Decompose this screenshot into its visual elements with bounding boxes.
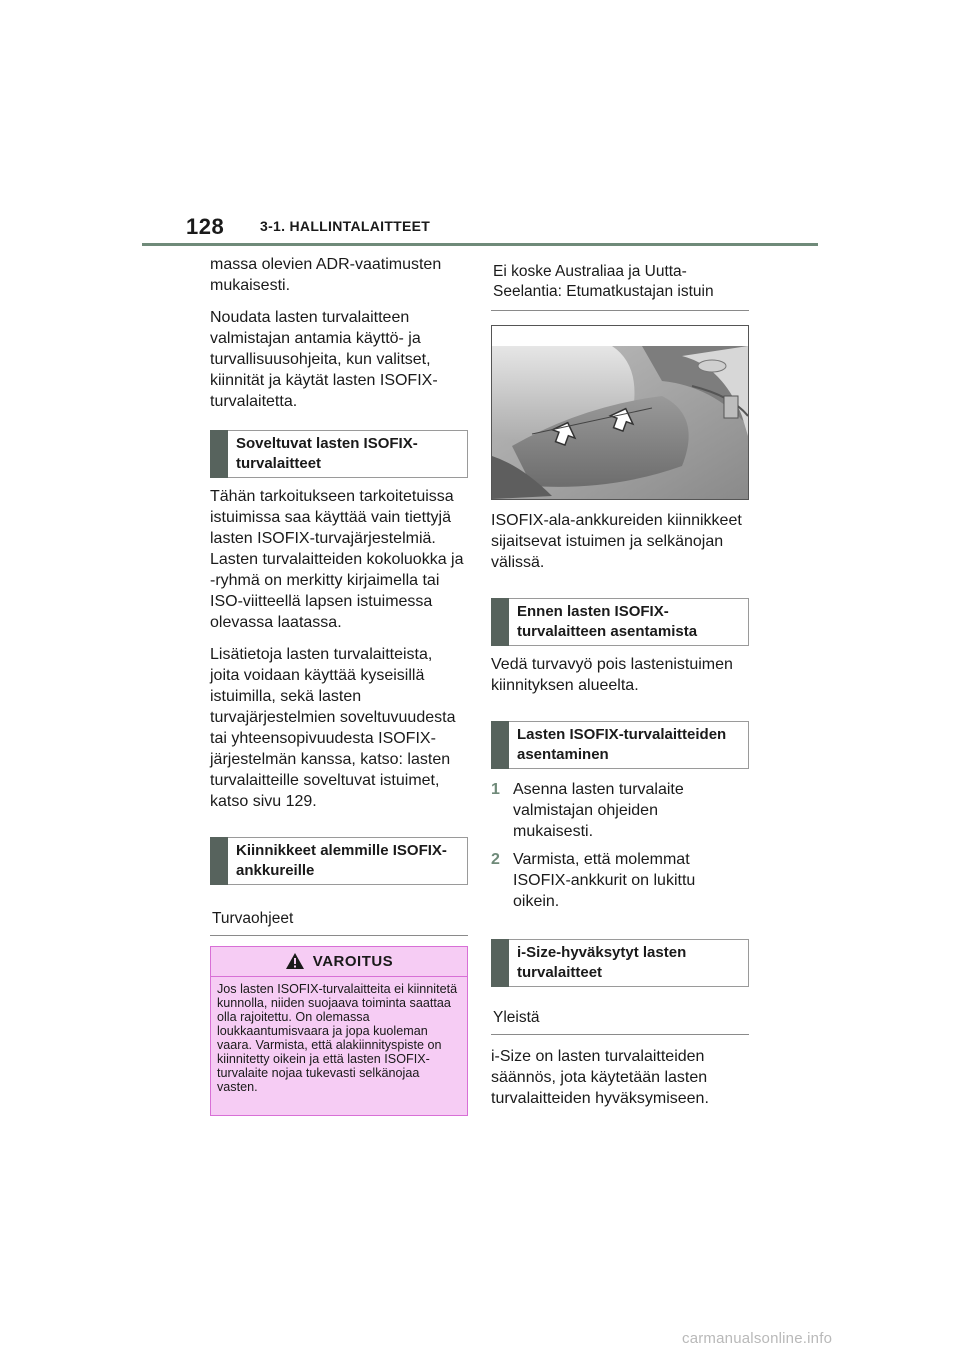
section-heading-text: i-Size-hyväksytyt lasten turvalaitteet [517,944,687,981]
watermark: carmanualsonline.info [682,1330,833,1347]
step-text: Varmista, että molemmat ISOFIX-ankkurit on lukittu oikein. [513,851,696,910]
warning-triangle-icon [285,952,305,970]
warning-text: Jos lasten ISOFIX-turvalaitteita ei kiinnitetä kunnolla, niiden suojaava toiminta saattaa olla rajoitettu. On olemassa loukkaantumisvaara ja jopa kuoleman vaara. Varmista, että alakiinnityspiste on kiinnitetty oikein ja että lasten ISOFIX-turvalaite nojaa tukevasti selkänojaa vasten. [217,982,458,1094]
left-column [210,254,468,1116]
paragraph-suitable-systems: Tähän tarkoitukseen tarkoitetuissa istuimissa saa käyttää vain tiettyjä lasten ISOFIX-turvajärjestelmiä. Lasten turvalaitteiden kokoluokka ja -ryhmä on merkitty kirjaimella tai ISO-viitteellä lapsen istuimessa olevassa laatassa. [210,488,464,631]
section-heading-text: Kiinnikkeet alemmille ISOFIX-ankkureille [236,842,447,879]
step-2 [491,849,749,912]
page-number: 128 [186,214,225,239]
section-heading-before-install [491,598,749,646]
isofix-seat-illustration [491,325,749,500]
chapter-title: 3-1. HALLINTALAITTEET [260,218,431,234]
section-heading-isize [491,939,749,987]
subheading-safety: Turvaohjeet [210,909,468,936]
warning-box [210,946,468,1116]
header-divider [142,243,818,246]
paragraph-isize: i-Size on lasten turvalaitteiden säännös, jota käytetään lasten turvalaitteiden hyväksymiseen. [491,1048,709,1107]
paragraph-more-info: Lisätietoja lasten turvalaitteista, joita voidaan käyttää kyseisillä istuimilla, sekä lasten turvajärjestelmien soveltuvuudesta tai yhteensopivuudesta ISOFIX-järjestelmän kanssa, katso: lasten turvalaitteille soveltuvat istuimet, katso sivu 129. [210,646,456,810]
paragraph-instructions: Noudata lasten turvalaitteen valmistajan antamia käyttö- ja turvallisuusohjeita, kun valitset, kiinnität ja käytät lasten ISOFIX-turvalaitetta. [210,309,438,410]
section-heading-lower-anchors [210,837,468,885]
paragraph-adr: massa olevien ADR-vaatimusten mukaisesti. [210,256,442,294]
paragraph-seatbelt: Vedä turvavyö pois lastenistuimen kiinnityksen alueelta. [491,656,733,694]
section-heading-suitable-isofix [210,430,468,478]
subheading-general: Yleistä [491,1008,749,1035]
section-heading-text: Lasten ISOFIX-turvalaitteiden asentaminen [517,726,727,763]
subheading-front-passenger: Ei koske Australiaa ja Uutta-Seelantia: Etumatkustajan istuin [491,254,749,311]
step-number: 2 [491,851,500,868]
step-1 [491,779,749,842]
step-number: 1 [491,781,500,798]
warning-label: VAROITUS [312,952,394,970]
step-text: Asenna lasten turvalaite valmistajan ohjeiden mukaisesti. [513,781,684,840]
right-column [491,254,749,1109]
section-heading-installing [491,721,749,769]
image-caption: ISOFIX-ala-ankkureiden kiinnikkeet sijaitsevat istuimen ja selkänojan välissä. [491,512,742,571]
section-heading-text: Ennen lasten ISOFIX-turvalaitteen asentamista [517,603,698,640]
section-heading-text: Soveltuvat lasten ISOFIX-turvalaitteet [236,435,418,472]
